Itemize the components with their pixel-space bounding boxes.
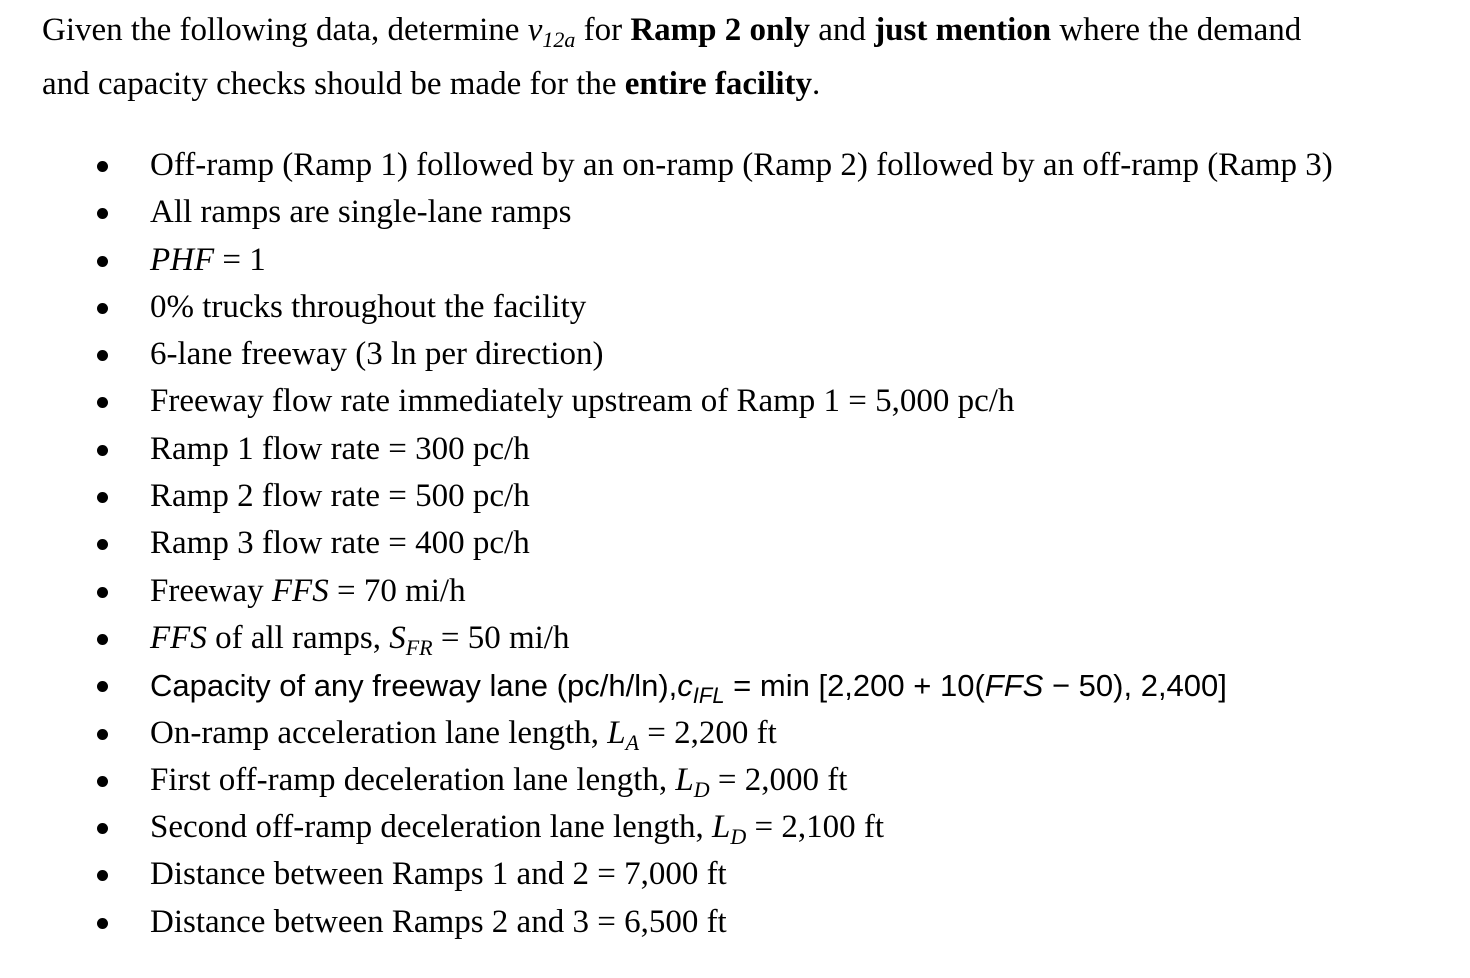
bullet-icon (97, 823, 108, 834)
value-text: = 70 mi/h (328, 572, 466, 609)
formula-text: = min [2,200 + 10( (724, 668, 985, 704)
variable-c: c (677, 668, 693, 704)
bullet-icon (97, 776, 108, 787)
bullet-icon (97, 445, 108, 456)
list-item-text: 6-lane freeway (3 ln per direction) (150, 336, 604, 373)
variable-subscript: A (625, 729, 640, 755)
bullet-icon (97, 161, 108, 172)
list-item (0, 662, 1470, 709)
given-data-list (0, 142, 1470, 946)
variable-phf: PHF (150, 241, 215, 278)
variable-subscript: IFL (692, 683, 725, 709)
intro-text: and capacity checks should be made for the (42, 66, 625, 102)
label-text: First off-ramp deceleration lane length, (150, 761, 676, 798)
list-item (0, 804, 1470, 851)
variable-l: L (675, 761, 694, 798)
variable-l: L (607, 714, 626, 751)
list-item (0, 851, 1470, 898)
list-item-text: Freeway flow rate immediately upstream of Ramp 1 = 5,000 pc/h (150, 383, 1015, 420)
value-text: = 1 (214, 241, 266, 278)
formula-text: − 50), 2,400] (1043, 668, 1227, 704)
variable-l: L (712, 809, 731, 846)
problem-statement (42, 8, 1452, 107)
emphasis-entire-facility: entire facility (624, 66, 813, 102)
value-text: = 2,100 ft (746, 809, 885, 846)
bullet-icon (97, 634, 108, 645)
list-item (0, 189, 1470, 236)
label-text: Freeway (150, 572, 272, 609)
list-item-text: Ramp 2 flow rate = 500 pc/h (150, 478, 530, 515)
list-item-text (150, 237, 266, 284)
list-item (0, 378, 1470, 425)
list-item (0, 331, 1470, 378)
list-item (0, 757, 1470, 804)
emphasis-ramp-2-only: Ramp 2 only (630, 12, 811, 48)
bullet-icon (97, 870, 108, 881)
variable-ffs: FFS (150, 619, 207, 656)
intro-text: for (575, 12, 631, 48)
bullet-icon (97, 492, 108, 503)
list-item-text: Ramp 3 flow rate = 400 pc/h (150, 525, 530, 562)
value-text: = 2,200 ft (639, 714, 777, 751)
list-item-text: Off-ramp (Ramp 1) followed by an on-ramp (Ramp 2) followed by an off-ramp (Ramp 3) (150, 147, 1333, 183)
list-item (0, 899, 1470, 946)
variable-subscript: D (730, 824, 747, 850)
value-text: = 2,000 ft (709, 761, 848, 798)
variable-ffs: FFS (271, 572, 329, 609)
bullet-icon (97, 539, 108, 550)
variable-v: v (527, 12, 543, 48)
list-item-text: All ramps are single-lane ramps (150, 194, 572, 231)
variable-subscript: FR (405, 634, 433, 660)
list-item (0, 142, 1470, 189)
variable-v-subscript: 12a (542, 27, 576, 52)
variable-ffs: FFS (984, 668, 1044, 704)
intro-text: Given the following data, determine (42, 12, 528, 48)
list-item (0, 473, 1470, 520)
bullet-icon (97, 918, 108, 929)
bullet-icon (97, 208, 108, 219)
bullet-icon (97, 729, 108, 740)
intro-text: and (810, 12, 875, 48)
list-item-text: Distance between Ramps 1 and 2 = 7,000 ft (150, 856, 727, 893)
list-item-text: Distance between Ramps 2 and 3 = 6,500 ft (150, 903, 727, 940)
label-text: On-ramp acceleration lane length, (150, 714, 608, 751)
list-item (0, 568, 1470, 615)
list-item (0, 237, 1470, 284)
value-text: = 50 mi/h (432, 619, 570, 656)
bullet-icon (97, 303, 108, 314)
bullet-icon (97, 681, 108, 692)
list-item (0, 426, 1470, 473)
list-item-text: 0% trucks throughout the facility (150, 288, 587, 325)
label-text: Capacity of any freeway lane (pc/h/ln), (150, 668, 678, 704)
intro-text: where the demand (1051, 12, 1302, 48)
bullet-icon (97, 350, 108, 361)
variable-subscript: D (693, 776, 710, 802)
list-item-text (150, 568, 466, 615)
bullet-icon (97, 256, 108, 267)
intro-text: . (812, 66, 821, 102)
label-text: of all ramps, (206, 619, 390, 656)
bullet-icon (97, 397, 108, 408)
list-item (0, 284, 1470, 331)
variable-s: S (389, 619, 406, 656)
bullet-icon (97, 587, 108, 598)
emphasis-just-mention: just mention (874, 12, 1052, 48)
list-item (0, 710, 1470, 757)
problem-line-2 (42, 62, 1452, 107)
problem-line-1 (42, 8, 1452, 62)
list-item (0, 615, 1470, 662)
label-text: Second off-ramp deceleration lane length, (150, 809, 712, 846)
list-item-text: Ramp 1 flow rate = 300 pc/h (150, 430, 530, 467)
list-item (0, 520, 1470, 567)
